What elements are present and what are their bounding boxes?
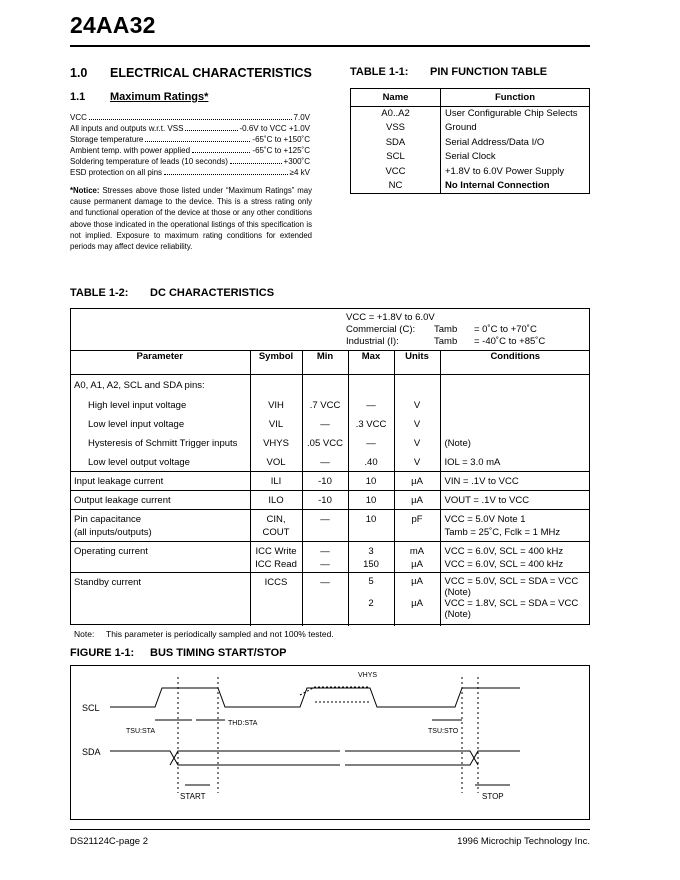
table-row [351, 107, 590, 122]
pin-table-caption-number: TABLE 1-1: [350, 66, 409, 78]
max-rating-label: Soldering temperature of leads (10 seconds) [70, 157, 228, 166]
pin-table-header: Function [441, 89, 590, 107]
dc-table-header: Parameter [70, 351, 250, 375]
dc-param: Output leakage current [70, 491, 250, 510]
dc-cond-sub: VCC = 6.0V, SCL = 400 kHz [444, 559, 564, 570]
dc-commercial-row [346, 324, 545, 336]
dc-table-note [74, 629, 334, 639]
dc-units: µA [394, 491, 440, 510]
dc-commercial-label: Commercial (C): [346, 324, 416, 335]
max-rating-row [70, 146, 310, 155]
dc-symbol: ICCS [250, 573, 302, 626]
section-title: ELECTRICAL CHARACTERISTICS [110, 66, 312, 80]
section-number: 1.0 [70, 66, 88, 80]
dc-symbol: VHYS [250, 434, 302, 453]
max-rating-row [70, 124, 310, 133]
notice-label: *Notice: [70, 186, 100, 195]
scl-label: SCL [82, 703, 100, 713]
dc-table-caption-number: TABLE 1-2: [70, 287, 129, 299]
tsu-sta-label: TSU:STA [126, 728, 156, 735]
max-rating-row [70, 168, 310, 177]
header-rule [70, 45, 590, 47]
subsection-title: Maximum Ratings* [110, 91, 209, 103]
dc-units: V [394, 434, 440, 453]
dc-symbol-sub: COUT [262, 527, 290, 538]
dc-table-header: Min [302, 351, 348, 375]
table-row [351, 165, 590, 180]
dc-max: .3 VCC [348, 415, 394, 434]
dc-max: 10 [348, 472, 394, 491]
table-row [70, 542, 590, 573]
dc-min: -10 [302, 472, 348, 491]
start-label: START [180, 792, 206, 801]
stop-label: STOP [482, 792, 504, 801]
section-heading [70, 66, 312, 80]
dc-max: 3 [368, 546, 374, 557]
pin-table-caption-title: PIN FUNCTION TABLE [430, 66, 548, 78]
dc-note-label: Note: [74, 629, 95, 639]
table-row [70, 415, 590, 434]
dc-cond-sub-note: (Note) [444, 609, 471, 620]
table-row [70, 396, 590, 415]
dc-characteristics-table [70, 350, 590, 626]
dc-max-sub: 2 [368, 598, 374, 609]
pin-name: SCL [351, 150, 441, 165]
page-header-title: 24AA32 [70, 12, 156, 38]
bus-timing-diagram [70, 665, 590, 820]
dc-param: Hysteresis of Schmitt Trigger inputs [88, 437, 238, 449]
max-rating-label: All inputs and outputs w.r.t. VSS [70, 124, 184, 133]
dc-param: Pin capacitance [74, 514, 142, 525]
dc-cond [440, 415, 590, 434]
pin-function-table [350, 88, 590, 194]
sda-label: SDA [82, 747, 101, 757]
max-rating-value: +300˚C [283, 157, 310, 166]
dc-units: pF [394, 510, 440, 542]
dc-min: — [320, 546, 330, 557]
max-rating-value: 7.0V [293, 113, 310, 122]
pin-name: VCC [351, 165, 441, 180]
scl-waveform [110, 688, 520, 707]
sda-lower-waveform [170, 751, 340, 765]
subsection-heading [70, 91, 208, 103]
dc-symbol: ILI [250, 472, 302, 491]
footer-rule [70, 829, 590, 830]
notice-text: Stresses above those listed under “Maximum Ratings” may cause permanent damage to the device. This is a stress rating only and functional operation of the device at those or any other conditions above those indicated in the operational listings of this specification is not implied. Exposure to maximum rating conditions for extended periods may affect device reliability. [70, 186, 312, 252]
dc-cond: VCC = 5.0V, SCL = SDA = VCC [444, 576, 579, 587]
dc-min: — [302, 415, 348, 434]
max-rating-value: ≥4 kV [289, 168, 310, 177]
dc-min: — [302, 573, 348, 626]
table-row [351, 136, 590, 151]
dc-symbol: VIL [250, 415, 302, 434]
table-row [351, 150, 590, 165]
dc-param: Low level output voltage [88, 456, 190, 468]
dc-cond-sub: VCC = 1.8V, SCL = SDA = VCC [444, 598, 579, 609]
dc-min: .05 VCC [302, 434, 348, 453]
table-row [70, 375, 590, 396]
dc-conditions-block [346, 312, 545, 348]
dc-symbol-sub: ICC Read [255, 559, 297, 570]
pin-table-caption [350, 66, 547, 78]
dc-commercial-tamb: Tamb [434, 324, 458, 335]
dc-cond [440, 396, 590, 415]
dc-param: Low level input voltage [88, 418, 185, 430]
max-rating-value: -65˚C to +150˚C [252, 135, 310, 144]
dc-units: mA [409, 546, 425, 557]
dc-cond: VCC = 5.0V Note 1 [444, 514, 526, 525]
max-rating-row [70, 113, 310, 122]
table-row [70, 510, 590, 542]
dc-vcc-condition: VCC = +1.8V to 6.0V [346, 312, 435, 323]
dc-units: V [394, 453, 440, 472]
dc-table-header: Max [348, 351, 394, 375]
dc-symbol: ICC Write [255, 546, 297, 557]
pin-function: +1.8V to 6.0V Power Supply [441, 165, 590, 180]
tsu-sto-label: TSU:STO [428, 728, 459, 735]
dc-table-caption [70, 287, 274, 299]
max-rating-label: VCC [70, 113, 87, 122]
dc-max-sub: 150 [363, 559, 379, 570]
figure-caption-number: FIGURE 1-1: [70, 647, 135, 659]
dc-cond-sub: Tamb = 25˚C, Fclk = 1 MHz [444, 527, 561, 538]
dc-min: .7 VCC [302, 396, 348, 415]
dc-note-text: This parameter is periodically sampled and not 100% tested. [106, 629, 334, 639]
table-row [70, 491, 590, 510]
dc-max: — [348, 434, 394, 453]
pin-function: Ground [441, 121, 590, 136]
max-rating-value: -0.6V to VCC +1.0V [239, 124, 310, 133]
table-row [70, 434, 590, 453]
dc-param: Input leakage current [70, 472, 250, 491]
dc-param: Operating current [70, 542, 250, 573]
dc-max: 10 [348, 491, 394, 510]
dc-table-header: Units [394, 351, 440, 375]
dc-symbol: VOL [250, 453, 302, 472]
dc-param: Standby current [70, 573, 250, 626]
dc-commercial-range: = 0˚C to +70˚C [474, 324, 537, 335]
pin-function: User Configurable Chip Selects [441, 107, 590, 122]
dc-units: V [394, 396, 440, 415]
dc-max: 10 [348, 510, 394, 542]
dc-units: V [394, 415, 440, 434]
notice-paragraph [70, 185, 312, 252]
dc-min-sub: — [320, 559, 330, 570]
table-row [70, 573, 590, 626]
dc-cond: IOL = 3.0 mA [440, 453, 590, 472]
pin-function: Serial Address/Data I/O [441, 136, 590, 151]
dc-symbol: ILO [250, 491, 302, 510]
dc-cond-note: (Note) [444, 587, 471, 598]
dc-min: — [302, 510, 348, 542]
pin-name: SDA [351, 136, 441, 151]
table-row [351, 179, 590, 194]
table-row [351, 121, 590, 136]
max-rating-row [70, 135, 310, 144]
dc-industrial-label: Industrial (I): [346, 336, 399, 347]
max-rating-row [70, 157, 310, 166]
sda-upper-waveform [110, 751, 340, 765]
subsection-number: 1.1 [70, 91, 86, 103]
pin-name: A0..A2 [351, 107, 441, 122]
dc-symbol: CIN, [266, 514, 286, 525]
max-rating-value: -65˚C to +125˚C [252, 146, 310, 155]
figure-caption-title: BUS TIMING START/STOP [150, 647, 287, 659]
dc-min: — [302, 453, 348, 472]
dc-industrial-tamb: Tamb [434, 336, 458, 347]
dc-cond: VOUT = .1V to VCC [440, 491, 590, 510]
pin-table-header: Name [351, 89, 441, 107]
dc-units: µA [394, 472, 440, 491]
dc-units-sub: µA [411, 559, 423, 570]
pin-function: Serial Clock [441, 150, 590, 165]
sda-upper-right [345, 751, 520, 765]
pin-function: No Internal Connection [441, 179, 590, 194]
dc-industrial-row [346, 336, 545, 348]
dc-max: 5 [368, 576, 374, 587]
pin-name: NC [351, 179, 441, 194]
dc-param: High level input voltage [88, 399, 187, 411]
dc-max: .40 [348, 453, 394, 472]
dc-cond: VIN = .1V to VCC [440, 472, 590, 491]
dc-units-sub: µA [411, 598, 423, 609]
dc-table-header: Conditions [440, 351, 590, 375]
footer-right: 1996 Microchip Technology Inc. [457, 836, 590, 847]
dc-industrial-range: = -40˚C to +85˚C [474, 336, 546, 347]
footer-left: DS21124C-page 2 [70, 836, 148, 847]
table-row [70, 472, 590, 491]
dc-group-label: A0, A1, A2, SCL and SDA pins: [74, 380, 205, 391]
dc-units: µA [411, 576, 423, 587]
max-rating-label: ESD protection on all pins [70, 168, 163, 177]
dc-min: -10 [302, 491, 348, 510]
figure-caption [70, 647, 287, 659]
pin-name: VSS [351, 121, 441, 136]
max-rating-label: Ambient temp. with power applied [70, 146, 191, 155]
max-rating-label: Storage temperature [70, 135, 144, 144]
table-row [70, 453, 590, 472]
dc-max: — [348, 396, 394, 415]
dc-table-header: Symbol [250, 351, 302, 375]
dc-cond: (Note) [440, 434, 590, 453]
dc-param-sub: (all inputs/outputs) [74, 527, 152, 538]
dc-symbol: VIH [250, 396, 302, 415]
vhys-label: VHYS [358, 672, 378, 679]
thd-sta-label: THD:STA [228, 720, 258, 727]
dc-table-caption-title: DC CHARACTERISTICS [150, 287, 275, 299]
sda-lower-right [345, 751, 478, 765]
dc-cond: VCC = 6.0V, SCL = 400 kHz [444, 546, 564, 557]
